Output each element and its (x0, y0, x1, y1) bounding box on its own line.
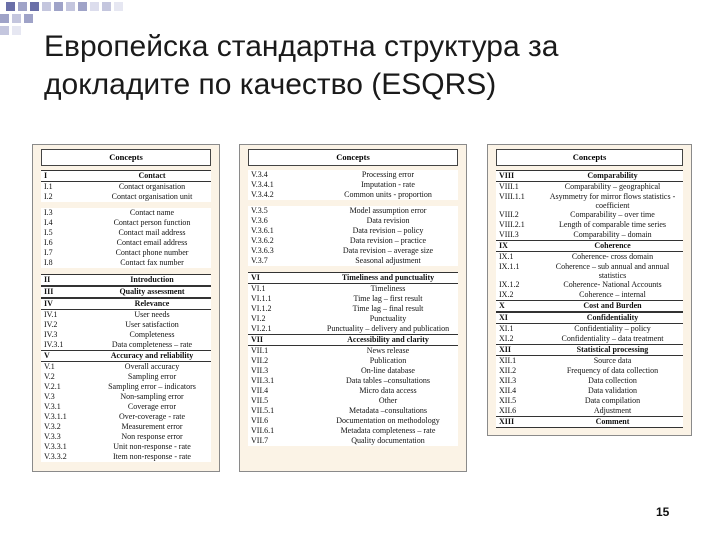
concept-label: Confidentiality – data treatment (561, 334, 664, 343)
concept-code: IV.1 (44, 310, 58, 319)
concept-label: Model assumption error (349, 206, 427, 215)
concept-code: I.1 (44, 182, 53, 191)
concept-label: Data revision – average size (342, 246, 434, 255)
concept-label: Time lag – first result (353, 294, 423, 303)
table-row (41, 182, 211, 192)
concept-label: Metadata –consultations (349, 406, 427, 415)
section-row (496, 416, 683, 428)
concept-code: VI.2 (251, 314, 266, 323)
concept-label: Contact name (129, 208, 175, 217)
concept-code: IX.1.2 (499, 280, 520, 289)
table-row (248, 346, 458, 356)
slide-title-line-1: Европейска стандартна структура за (44, 30, 559, 63)
concept-label: Asymmetry for mirror flows statistics - coefficient (549, 192, 676, 210)
section-row (41, 274, 211, 286)
concept-label: Quality assessment (119, 287, 185, 296)
section-row (41, 286, 211, 298)
decor-square (114, 2, 123, 11)
concept-code: VIII.2 (499, 210, 519, 219)
concept-label: Over-coverage - rate (118, 412, 185, 421)
concept-code: XII.6 (499, 406, 517, 415)
concept-label: Micro data access (359, 386, 417, 395)
table-row (496, 280, 683, 290)
concept-code: V.2.1 (44, 382, 61, 391)
table-row (496, 262, 683, 280)
concept-label: Data revision – practice (349, 236, 427, 245)
concept-code: VII.4 (251, 386, 269, 395)
table-row (248, 324, 458, 334)
table-row (248, 376, 458, 386)
table-row (41, 382, 211, 392)
concepts-table-1 (32, 144, 220, 472)
concept-label: Data validation (587, 386, 638, 395)
table-row (41, 238, 211, 248)
concept-label: Non response error (121, 432, 183, 441)
concept-label: Contact phone number (115, 248, 189, 257)
concept-label: Sampling error (127, 372, 177, 381)
table-row (496, 220, 683, 230)
table-row (496, 406, 683, 416)
decor-square (12, 14, 21, 23)
concept-code: XII.3 (499, 376, 517, 385)
table-row (41, 228, 211, 238)
decor-square (0, 26, 9, 35)
concept-code: II (44, 275, 51, 284)
section-row (41, 350, 211, 362)
concept-code: V.3.3.2 (44, 452, 67, 461)
concept-code: I.3 (44, 208, 53, 217)
concept-label: Contact organisation (118, 182, 186, 191)
table-row (496, 182, 683, 192)
decor-square (54, 2, 63, 11)
concept-code: V.3.7 (251, 256, 268, 265)
section-row (496, 312, 683, 324)
table-row (41, 208, 211, 218)
concept-code: VII.5.1 (251, 406, 275, 415)
concept-code: VII.3 (251, 366, 269, 375)
concept-code: VII.3.1 (251, 376, 275, 385)
concept-label: Data collection (588, 376, 637, 385)
concept-label: Publication (369, 356, 407, 365)
concept-code: VI.1.1 (251, 294, 272, 303)
table-row (248, 406, 458, 416)
concept-code: XI (499, 313, 508, 322)
concept-code: I.8 (44, 258, 53, 267)
concept-code: VIII (499, 171, 515, 180)
concept-code: V.3.3.1 (44, 442, 67, 451)
concept-label: Timeliness and punctuality (341, 273, 435, 282)
concept-code: VII.6 (251, 416, 269, 425)
concept-label: Relevance (134, 299, 170, 308)
concept-code: V.3.4.2 (251, 190, 274, 199)
concept-code: I.6 (44, 238, 53, 247)
table-row (496, 210, 683, 220)
table-row (496, 192, 683, 210)
concept-label: On-line database (361, 366, 415, 375)
concept-code: IV.3.1 (44, 340, 64, 349)
section-row (496, 240, 683, 252)
concept-code: XI.2 (499, 334, 514, 343)
concept-code: I.5 (44, 228, 53, 237)
table-row (248, 386, 458, 396)
concept-code: V.3.1 (44, 402, 61, 411)
concept-code: I (44, 171, 48, 180)
concept-label: Data tables –consultations (346, 376, 430, 385)
concept-label: Seasonal adjustment (355, 256, 421, 265)
concept-code: V.3.3 (44, 432, 61, 441)
concept-label: Data completeness – rate (111, 340, 193, 349)
table-row (41, 452, 211, 462)
slide-title-line-2: докладите по качество (ESQRS) (44, 68, 497, 101)
concept-code: VII.1 (251, 346, 269, 355)
concept-label: Contact organisation unit (111, 192, 193, 201)
concept-label: Other (378, 396, 398, 405)
concept-code: XI.1 (499, 324, 514, 333)
concept-code: IX.1.1 (499, 262, 520, 271)
concept-label: Coverage error (127, 402, 177, 411)
table-row (496, 252, 683, 262)
table-header: Concepts (496, 149, 683, 166)
concept-code: V (44, 351, 50, 360)
table-row (41, 320, 211, 330)
concept-code: V.1 (44, 362, 55, 371)
concept-code: V.3.1.1 (44, 412, 67, 421)
concept-code: V.3.6.3 (251, 246, 274, 255)
concept-code: V.3.6.1 (251, 226, 274, 235)
decor-square (18, 2, 27, 11)
concept-label: Coherence- National Accounts (563, 280, 662, 289)
table-row (248, 190, 458, 200)
concept-label: Contact person function (113, 218, 191, 227)
table-row (248, 256, 458, 266)
table-row (41, 422, 211, 432)
concept-code: I.2 (44, 192, 53, 201)
concept-label: Data compilation (584, 396, 641, 405)
table-row (248, 216, 458, 226)
concept-code: V.3.4 (251, 170, 268, 179)
slide-title (44, 28, 704, 104)
table-row (41, 372, 211, 382)
concept-label: Length of comparable time series (558, 220, 667, 229)
table-row (41, 442, 211, 452)
table-row (496, 290, 683, 300)
concept-code: V.3.6.2 (251, 236, 274, 245)
table-row (248, 206, 458, 216)
section-row (496, 344, 683, 356)
concept-code: VIII.1.1 (499, 192, 525, 201)
concept-label: User satisfaction (125, 320, 179, 329)
section-row (248, 272, 458, 284)
concept-label: Accuracy and reliability (110, 351, 194, 360)
concept-code: XII.5 (499, 396, 517, 405)
decor-square (6, 2, 15, 11)
concept-label: Contact fax number (120, 258, 184, 267)
concept-code: X (499, 301, 505, 310)
decor-square (42, 2, 51, 11)
section-row (248, 334, 458, 346)
concept-code: I.4 (44, 218, 53, 227)
table-row (248, 436, 458, 446)
table-row (41, 412, 211, 422)
decor-square (66, 2, 75, 11)
table-row (41, 340, 211, 350)
concept-code: IX.1 (499, 252, 514, 261)
concept-label: Metadata completeness – rate (340, 426, 436, 435)
decor-square (0, 14, 9, 23)
decor-square (78, 2, 87, 11)
table-row (248, 416, 458, 426)
table-row (248, 366, 458, 376)
table-row (496, 396, 683, 406)
decor-square (90, 2, 99, 11)
concept-code: V.3.2 (44, 422, 61, 431)
concept-code: XII.1 (499, 356, 517, 365)
concept-code: XIII (499, 417, 515, 426)
concept-code: XII.2 (499, 366, 517, 375)
decor-square (30, 2, 39, 11)
table-row (248, 170, 458, 180)
concept-label: Data revision (366, 216, 410, 225)
table-row (41, 218, 211, 228)
concept-code: VI (251, 273, 260, 282)
concept-label: News release (366, 346, 410, 355)
concept-code: V.3 (44, 392, 55, 401)
table-row (496, 356, 683, 366)
table-row (41, 192, 211, 202)
concept-label: Time lag – final result (352, 304, 424, 313)
concept-label: Comparability – domain (573, 230, 652, 239)
table-row (496, 334, 683, 344)
concept-label: Documentation on methodology (336, 416, 440, 425)
table-row (248, 356, 458, 366)
table-row (496, 230, 683, 240)
concept-label: Punctuality (369, 314, 407, 323)
concept-label: Contact mail address (118, 228, 186, 237)
concept-code: IX.2 (499, 290, 514, 299)
section-row (41, 298, 211, 310)
concept-label: Coherence – sub annual and annual statistics (555, 262, 670, 280)
concept-code: VI.1.2 (251, 304, 272, 313)
concept-label: Frequency of data collection (566, 366, 659, 375)
concept-code: V.3.5 (251, 206, 268, 215)
table-header: Concepts (248, 149, 458, 166)
concept-label: Statistical processing (576, 345, 649, 354)
table-row (496, 324, 683, 334)
concept-label: Processing error (361, 170, 415, 179)
concept-code: VI.2.1 (251, 324, 272, 333)
concept-label: Quality documentation (351, 436, 425, 445)
concept-code: VII.6.1 (251, 426, 275, 435)
table-row (248, 426, 458, 436)
table-row (41, 362, 211, 372)
concept-label: Common units - proportion (344, 190, 432, 199)
table-row (248, 236, 458, 246)
concept-label: Sampling error – indicators (108, 382, 196, 391)
concept-code: VII.7 (251, 436, 269, 445)
concept-code: I.7 (44, 248, 53, 257)
table-row (248, 314, 458, 324)
table-row (496, 386, 683, 396)
section-row (496, 300, 683, 312)
section-row (41, 170, 211, 182)
concept-code: V.3.6 (251, 216, 268, 225)
concept-code: IV.2 (44, 320, 58, 329)
table-row (41, 310, 211, 320)
concept-label: Overall accuracy (124, 362, 180, 371)
concept-code: IV.3 (44, 330, 58, 339)
page-number: 15 (656, 505, 670, 519)
table-row (248, 284, 458, 294)
table-row (41, 392, 211, 402)
concept-label: Introduction (130, 275, 174, 284)
table-row (496, 376, 683, 386)
decor-square (12, 26, 21, 35)
concept-label: Data revision – policy (352, 226, 424, 235)
table-row (41, 432, 211, 442)
table-row (248, 226, 458, 236)
concept-label: Comparability – over time (570, 210, 655, 219)
concept-label: Adjustment (593, 406, 632, 415)
concept-label: Non-sampling error (120, 392, 184, 401)
concept-label: Confidentiality (586, 313, 639, 322)
concept-code: VI.1 (251, 284, 266, 293)
table-row (41, 248, 211, 258)
table-header: Concepts (41, 149, 211, 166)
concept-label: Item non-response - rate (113, 452, 191, 461)
concept-label: Accessibility and clarity (347, 335, 429, 344)
concept-code: IX (499, 241, 508, 250)
decor-square (24, 14, 33, 23)
concept-label: Contact email address (116, 238, 188, 247)
table-row (41, 402, 211, 412)
concept-code: V.3.4.1 (251, 180, 274, 189)
table-row (496, 366, 683, 376)
concept-code: XII.4 (499, 386, 517, 395)
concept-label: Contact (138, 171, 166, 180)
concept-code: XII (499, 345, 512, 354)
concept-label: Completeness (129, 330, 175, 339)
concept-label: Unit non-response - rate (113, 442, 191, 451)
concepts-table-2 (239, 144, 467, 472)
table-row (41, 258, 211, 268)
concept-label: Comment (595, 417, 630, 426)
concept-code: IV (44, 299, 53, 308)
concept-label: Punctuality – delivery and publication (326, 324, 450, 333)
concept-label: User needs (134, 310, 170, 319)
concept-label: Measurement error (121, 422, 183, 431)
table-row (41, 330, 211, 340)
concept-label: Confidentiality – policy (574, 324, 651, 333)
table-row (248, 246, 458, 256)
table-row (248, 396, 458, 406)
table-row (248, 294, 458, 304)
concept-label: Cost and Burden (583, 301, 642, 310)
table-row (248, 180, 458, 190)
concept-label: Coherence – internal (579, 290, 646, 299)
concept-code: VII.2 (251, 356, 269, 365)
concept-label: Source data (593, 356, 632, 365)
concept-code: III (44, 287, 54, 296)
concept-code: VIII.3 (499, 230, 519, 239)
table-row (248, 304, 458, 314)
concepts-table-3 (487, 144, 692, 436)
concept-label: Comparability – geographical (564, 182, 661, 191)
concept-label: Comparability (587, 171, 638, 180)
concept-code: VIII.2.1 (499, 220, 525, 229)
concept-code: V.2 (44, 372, 55, 381)
concept-label: Coherence- cross domain (571, 252, 654, 261)
concept-label: Coherence (594, 241, 631, 250)
concept-code: VII (251, 335, 264, 344)
concept-label: Imputation - rate (361, 180, 415, 189)
section-row (496, 170, 683, 182)
concept-label: Timeliness (370, 284, 406, 293)
concept-code: VIII.1 (499, 182, 519, 191)
decor-square (102, 2, 111, 11)
concept-code: VII.5 (251, 396, 269, 405)
